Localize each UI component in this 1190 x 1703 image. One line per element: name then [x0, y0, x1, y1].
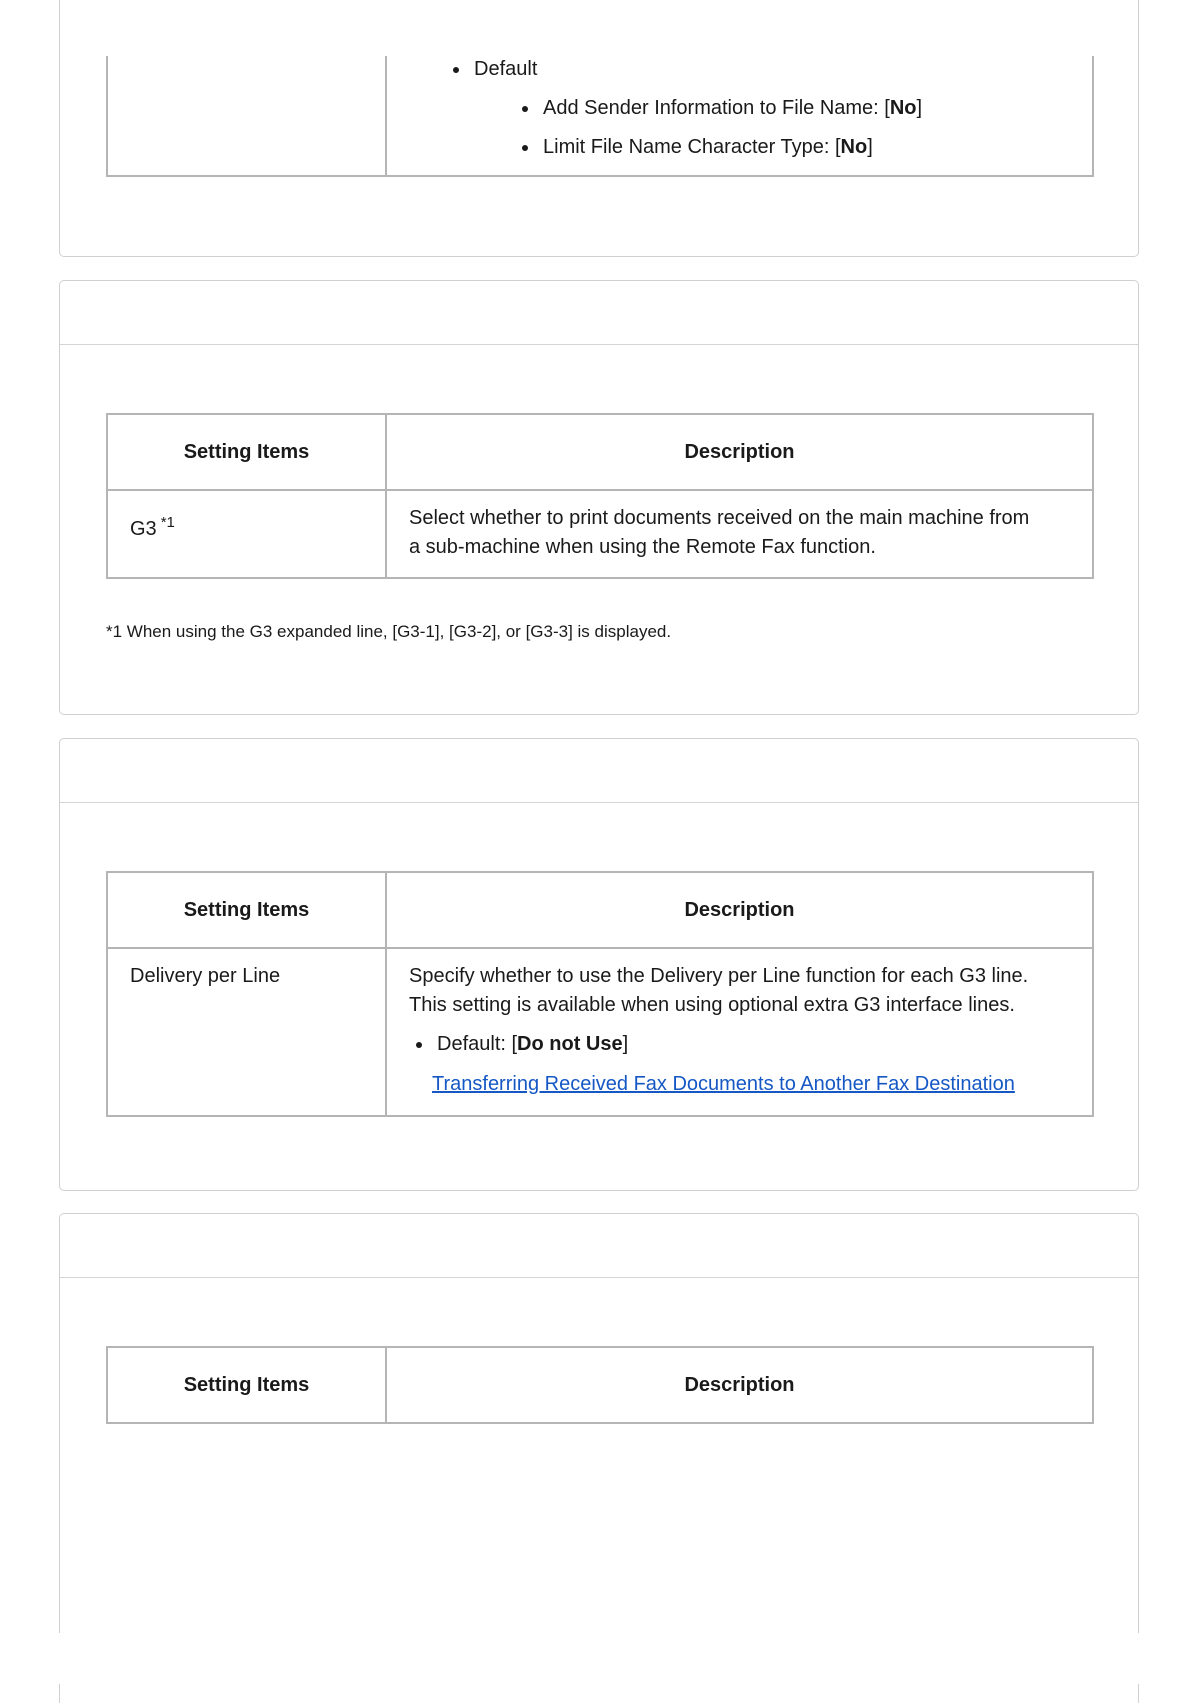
column-header-description: Description [386, 414, 1093, 490]
column-header-setting-items: Setting Items [107, 872, 386, 948]
column-header-description: Description [386, 872, 1093, 948]
description-cell: Select whether to print documents received on the main machine from a sub-machine when using the Remote Fax function. [386, 490, 1093, 578]
table-column-divider [385, 56, 387, 175]
settings-table [106, 871, 1094, 1117]
table-row [107, 490, 1093, 578]
table-header-row [107, 872, 1093, 948]
column-header-setting-items: Setting Items [107, 414, 386, 490]
table-header-row [107, 414, 1093, 490]
transfer-fax-link[interactable]: Transferring Received Fax Documents to Another Fax Destination [432, 1073, 1015, 1095]
setting-item-cell: G3 $^{*1}$ [107, 490, 386, 578]
list-item: Limit File Name Character Type: [No] [515, 133, 922, 162]
settings-table [106, 413, 1094, 579]
link-row [409, 1070, 1070, 1099]
default-list [446, 55, 922, 84]
table-continued [106, 56, 1094, 177]
panel-header [60, 1214, 1138, 1278]
settings-panel-delivery-per-line [59, 738, 1139, 1191]
panel-header [60, 281, 1138, 345]
page-bottom-margin [0, 1633, 1190, 1684]
settings-panel-file-name [59, 0, 1139, 257]
column-header-setting-items: Setting Items [107, 1347, 386, 1423]
default-block [446, 55, 922, 162]
footnote: *1 When using the G3 expanded line, [G3-1], [G3-2], or [G3-3] is displayed. [106, 622, 672, 641]
settings-panel-remote-fax [59, 280, 1139, 715]
list-item: Add Sender Information to File Name: [No] [515, 94, 922, 123]
table-row [107, 948, 1093, 1116]
column-header-description: Description [386, 1347, 1093, 1423]
description-cell: Specify whether to use the Delivery per Line function for each G3 line. This setting is available when using optional extra G3 interface lines. Default: [Do not Use] Transferring Received Fax Documents to Another Fax Destination [386, 948, 1093, 1116]
default-list [409, 1030, 1070, 1059]
panel-header [60, 739, 1138, 803]
settings-table [106, 1346, 1094, 1424]
footnote-marker: *1 [160, 514, 175, 531]
default-sublist [515, 94, 922, 162]
default-item: Default [446, 55, 922, 84]
settings-panel-next [59, 1213, 1139, 1703]
default-item: Default: [Do not Use] [409, 1030, 1070, 1059]
table-header-row [107, 1347, 1093, 1423]
setting-item-cell: Delivery per Line [107, 948, 386, 1116]
